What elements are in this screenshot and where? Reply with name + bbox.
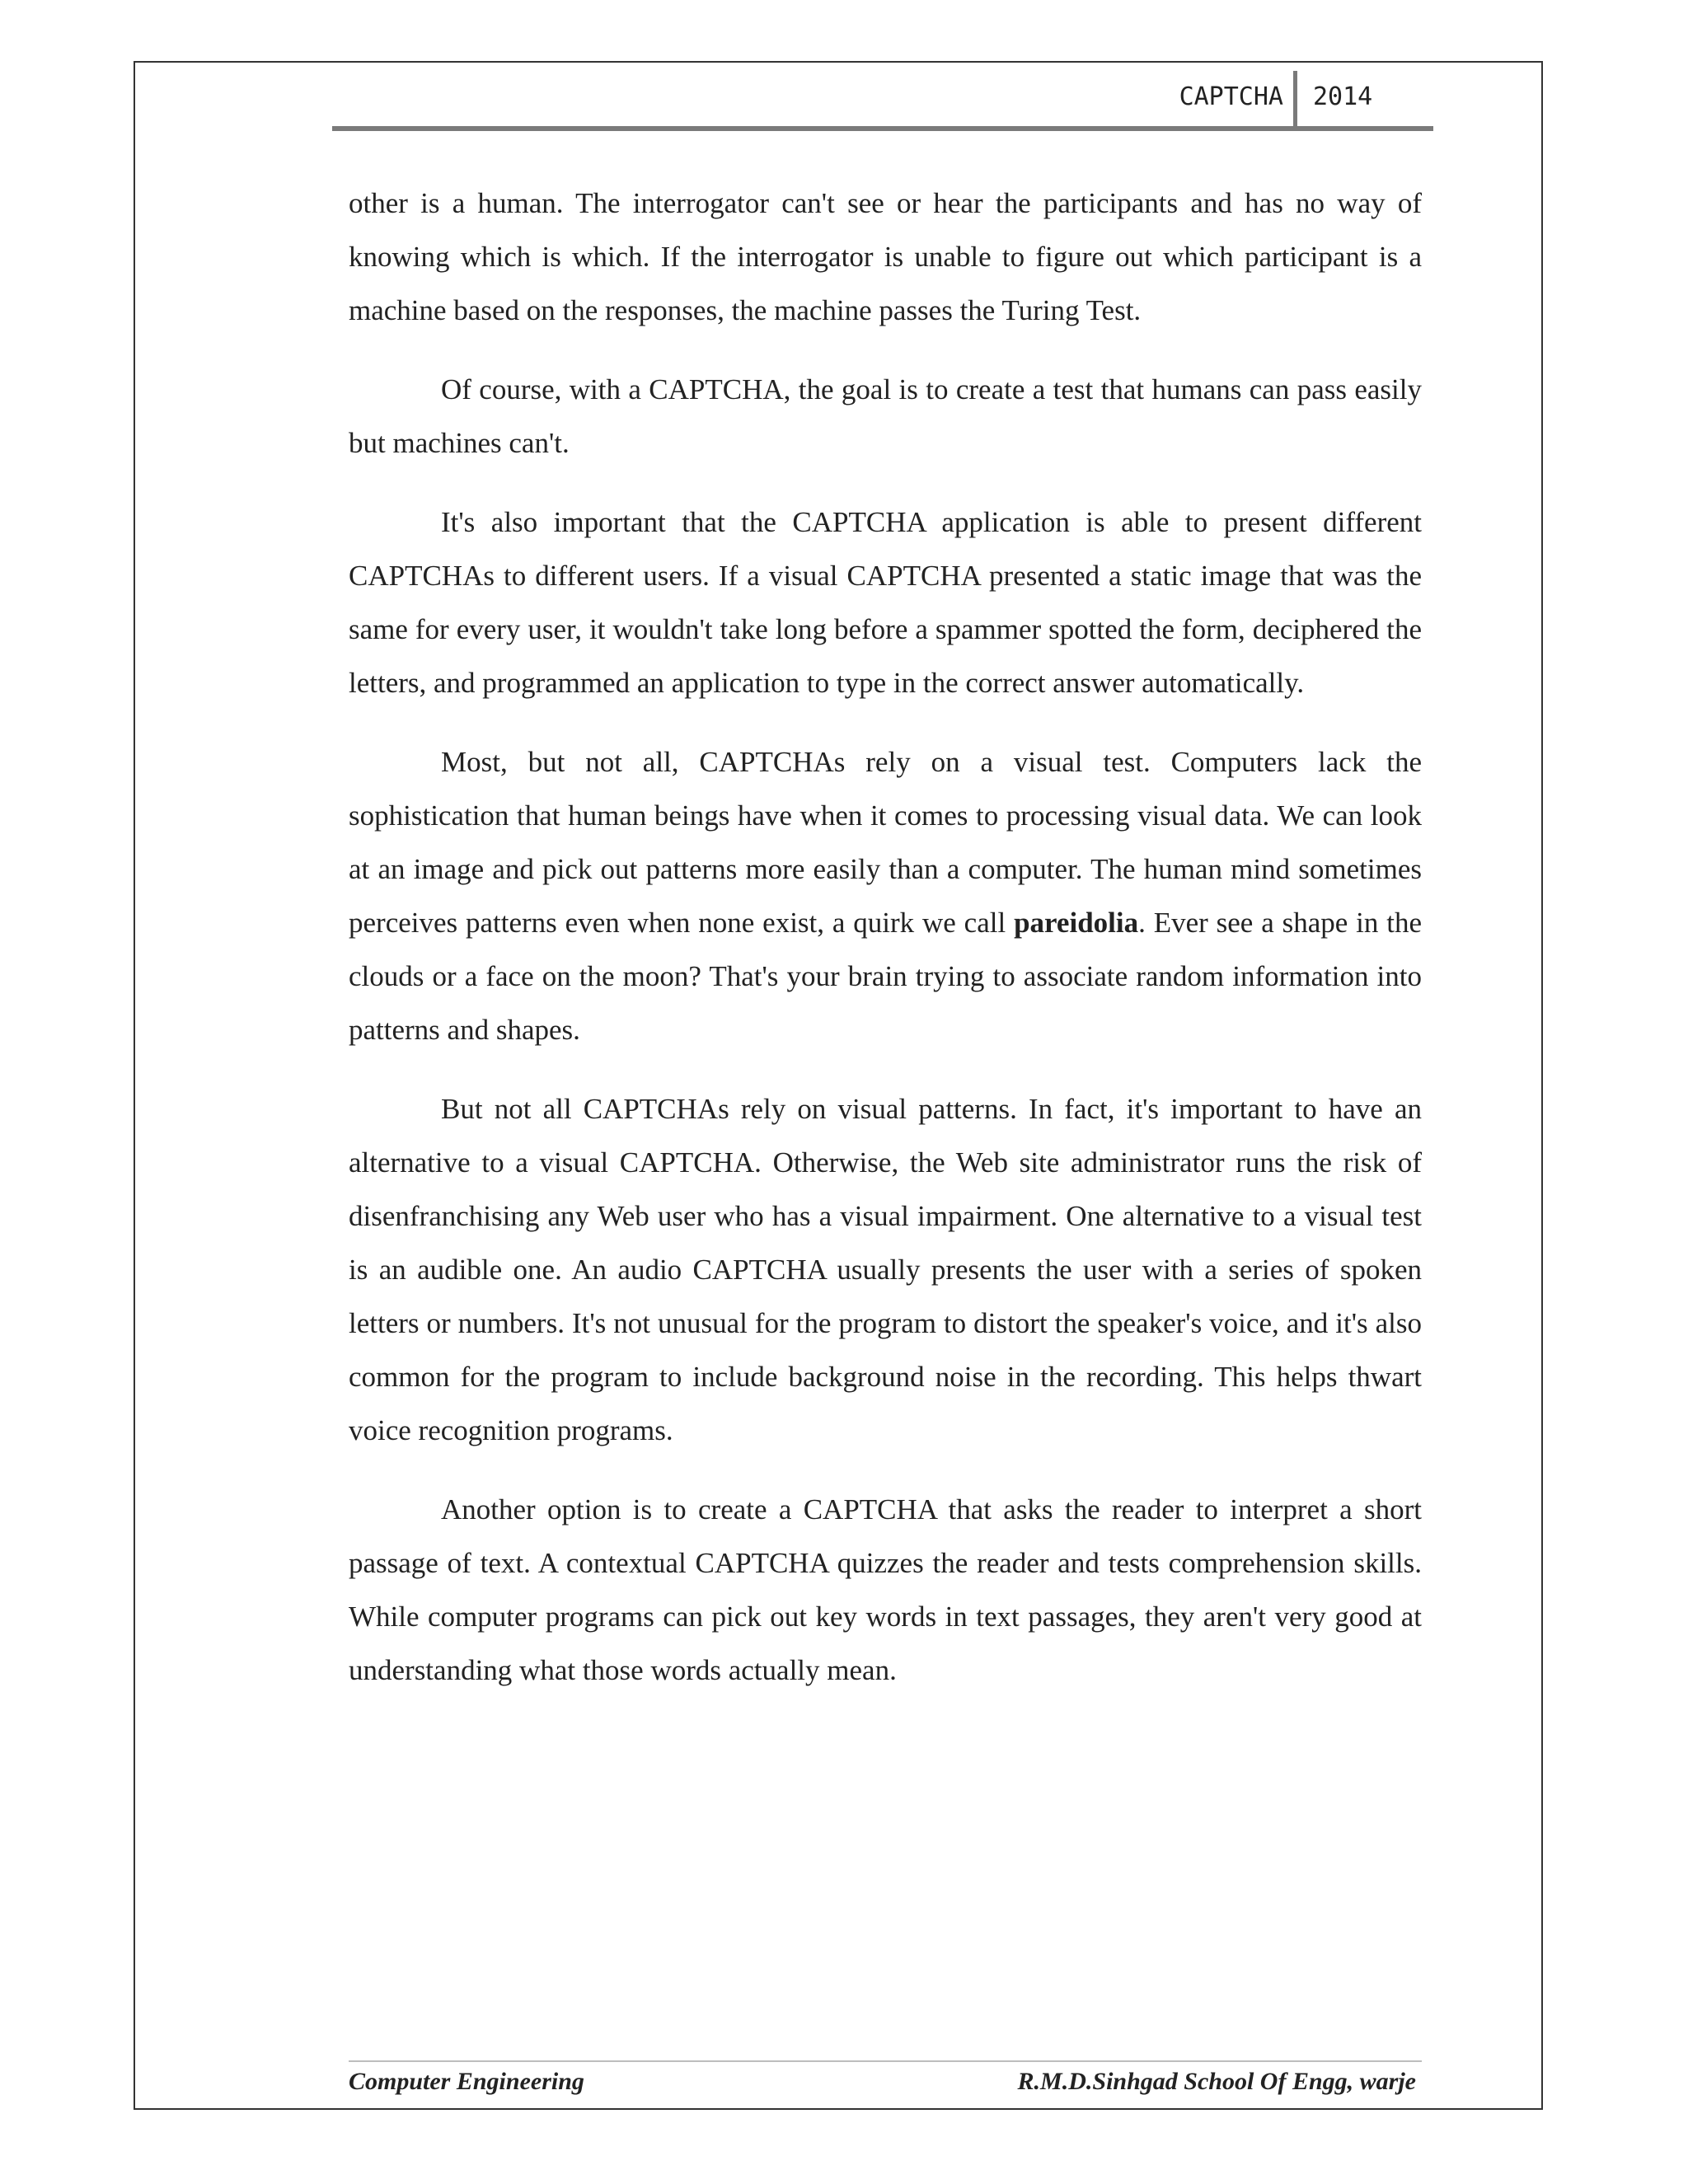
paragraph-captcha-goal: Of course, with a CAPTCHA, the goal is to create a test that humans can pass easily but machines can't.: [349, 373, 1422, 459]
header-title: CAPTCHA: [1179, 82, 1283, 111]
body-text: [349, 176, 1422, 1722]
page-header: [332, 71, 1433, 132]
footer-department: Computer Engineering: [349, 2068, 584, 2095]
pareidolia-term: pareidolia: [1014, 907, 1139, 939]
paragraph-visual-test: [349, 735, 1422, 1057]
header-year: 2014: [1313, 82, 1373, 111]
header-separator: [1293, 71, 1297, 129]
footer-institution: R.M.D.Sinhgad School Of Engg, warje: [1017, 2068, 1416, 2095]
paragraph-contextual-captcha: Another option is to create a CAPTCHA that asks the reader to interpret a short passage of text. A contextual CAPTCHA quizzes the reader and tests comprehension skills. While computer programs can pick out key words in text passages, they aren't very good at understanding what those words actually mean.: [349, 1493, 1422, 1686]
paragraph-visual-text-after: . Ever see a shape in the clouds or a face on the moon? That's your brain trying to associate random information into patterns and shapes.: [349, 907, 1422, 1046]
paragraph-audio-captcha: But not all CAPTCHAs rely on visual patterns. In fact, it's important to have an alternative to a visual CAPTCHA. Otherwise, the Web site administrator runs the risk of disenfranchising any Web user who has a visual impairment. One alternative to a visual test is an audible one. An audio CAPTCHA usually presents the user with a series of spoken letters or numbers. It's not unusual for the program to distort the speaker's voice, and it's also common for the program to include background noise in the recording. This helps thwart voice recognition programs.: [349, 1093, 1422, 1446]
paragraph-different-captchas: It's also important that the CAPTCHA application is able to present different CAPTCHAs to different users. If a visual CAPTCHA presented a static image that was the same for every user, it wouldn't take long before a spammer spotted the form, deciphered the letters, and programmed an application to type in the correct answer automatically.: [349, 506, 1422, 699]
footer-rule: [349, 2060, 1422, 2062]
paragraph-visual-text-before: Most, but not all, CAPTCHAs rely on a visual test. Computers lack the sophistication that human beings have when it comes to processing visual data. We can look at an image and pick out patterns more easily than a computer. The human mind sometimes perceives patterns even when none exist, a quirk we call: [349, 746, 1422, 939]
paragraph-turing-test: other is a human. The interrogator can't see or hear the participants and has no way of knowing which is which. If the interrogator is unable to figure out which participant is a machine based on the responses, the machine passes the Turing Test.: [349, 187, 1422, 326]
header-rule: [332, 126, 1433, 131]
